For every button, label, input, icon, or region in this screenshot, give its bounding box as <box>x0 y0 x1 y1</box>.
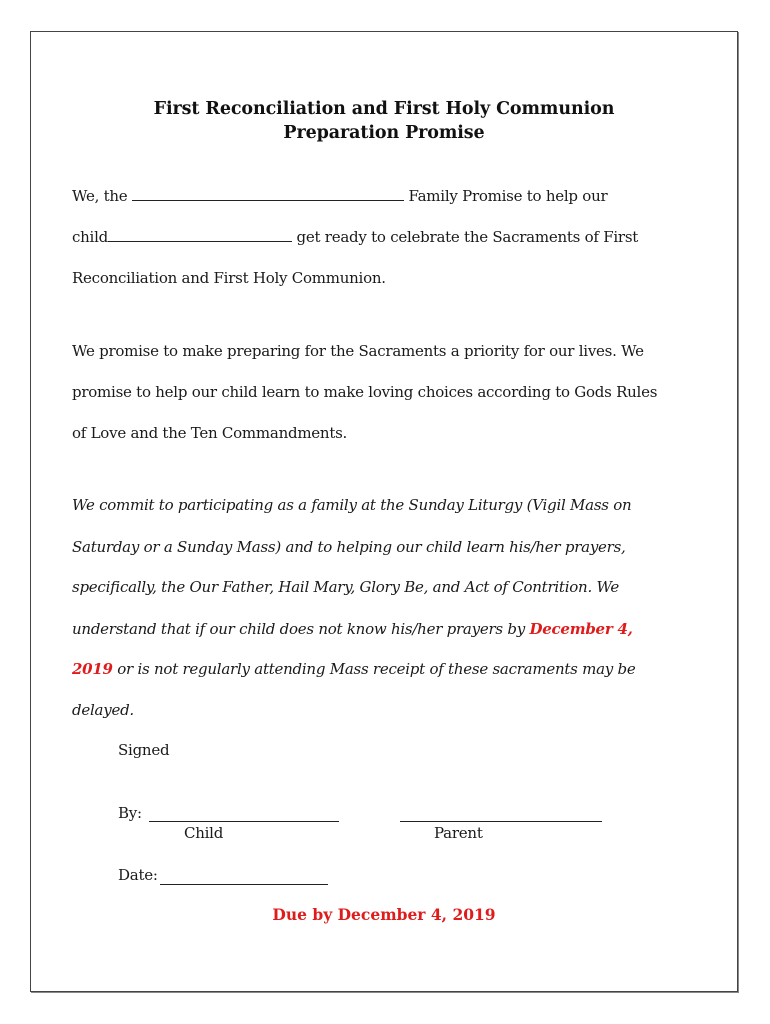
signed-label: Signed <box>118 741 170 759</box>
celebrate-text: get ready to celebrate the Sacraments of First <box>292 228 639 246</box>
family-promise-text: Family Promise to help our <box>403 187 608 205</box>
deadline-date: December 4, <box>529 620 633 638</box>
promise-paragraph-line-3: of Love and the Ten Commandments. <box>72 424 348 442</box>
we-the-text: We, the <box>72 187 132 205</box>
document-title-line-1: First Reconciliation and First Holy Communion <box>153 99 615 119</box>
parent-label: Parent <box>434 824 483 842</box>
family-name-blank <box>132 186 404 201</box>
by-label: By: <box>118 804 142 822</box>
commit-paragraph-line-5 <box>72 659 636 679</box>
reconciliation-line: Reconciliation and First Holy Communion. <box>72 269 386 287</box>
commit-paragraph-line-2: Saturday or a Sunday Mass) and to helping our child learn his/her prayers, <box>72 538 626 556</box>
commit-paragraph-line-6: delayed. <box>72 701 134 719</box>
deadline-year: 2019 <box>72 660 113 678</box>
child-name-line <box>72 227 638 247</box>
child-name-blank <box>108 227 292 242</box>
commit-paragraph-line-1: We commit to participating as a family at the Sunday Liturgy (Vigil Mass on <box>72 496 632 514</box>
child-signature-blank <box>149 820 339 822</box>
commit-paragraph-line-4 <box>72 619 633 639</box>
understand-text: understand that if our child does not know his/her prayers by <box>72 620 530 638</box>
promise-paragraph-line-2: promise to help our child learn to make loving choices according to Gods Rules <box>72 383 658 401</box>
due-date-notice: Due by December 4, 2019 <box>272 905 496 924</box>
mass-attendance-text: or is not regularly attending Mass receipt of these sacraments may be <box>112 660 636 678</box>
date-blank <box>160 883 328 885</box>
date-label: Date: <box>118 866 158 884</box>
family-promise-line <box>72 186 607 206</box>
child-label: Child <box>184 824 224 842</box>
parent-signature-blank <box>400 820 602 822</box>
child-text: child <box>72 228 109 246</box>
promise-paragraph-line-1: We promise to make preparing for the Sacraments a priority for our lives. We <box>72 342 644 360</box>
commit-paragraph-line-3: specifically, the Our Father, Hail Mary, Glory Be, and Act of Contrition. We <box>72 578 620 596</box>
document-title-line-2: Preparation Promise <box>283 123 485 143</box>
